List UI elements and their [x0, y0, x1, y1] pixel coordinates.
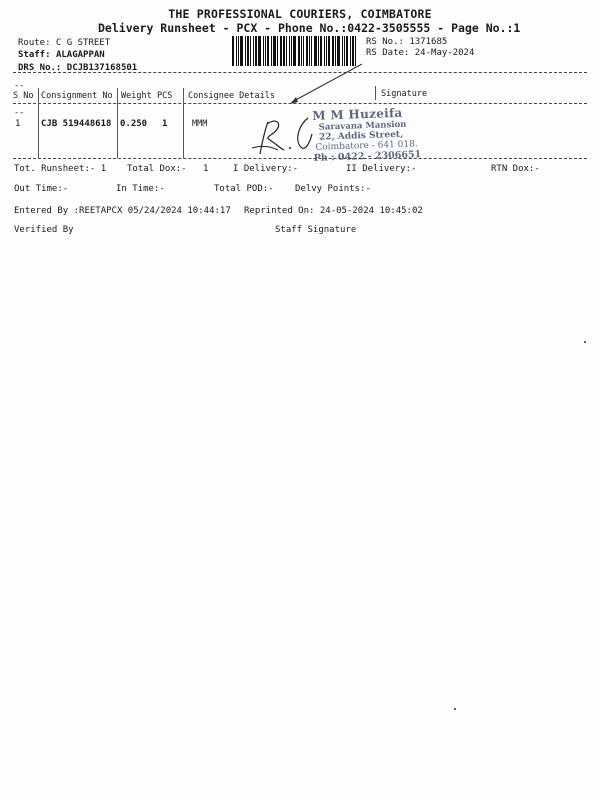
staff-row: [18, 50, 105, 60]
total-dox-value: 1: [203, 164, 209, 174]
company-stamp: [312, 105, 424, 164]
barcode-bar: [265, 36, 266, 66]
stamp-line: Saravana Mansion: [318, 119, 407, 133]
i-delivery: I Delivery:-: [233, 164, 299, 174]
barcode-bar: [255, 36, 257, 66]
runsheet-subtitle: Delivery Runsheet - PCX - Phone No.:0422-3505555 - Page No.:1: [98, 21, 521, 35]
pointer-arrow: [286, 62, 366, 108]
barcode-bar: [277, 36, 278, 66]
stamp-name: M M Huzeifa: [312, 105, 403, 123]
barcode-bar: [247, 36, 249, 66]
barcode-bar: [253, 36, 254, 66]
staff-signature: Staff Signature: [275, 225, 357, 235]
dash-mark: --: [14, 108, 25, 118]
entered-by: Entered By :REETAPCX 05/24/2024 10:44:17: [14, 206, 231, 216]
column-line: [375, 86, 376, 100]
row-pcs: 1: [162, 119, 168, 129]
delvy-points: Delvy Points:-: [295, 184, 371, 194]
drs-label: DRS No.:: [18, 63, 62, 73]
stamp-line: Coimbatore - 641 018.: [315, 139, 418, 153]
barcode-bar: [232, 36, 234, 66]
column-line: [38, 88, 39, 158]
reprinted-on: Reprinted On: 24-05-2024 10:45:02: [244, 206, 423, 216]
ii-delivery: II Delivery:-: [346, 164, 417, 174]
staff-label: Staff:: [18, 50, 51, 60]
rs-number: RS No.: 1371685: [366, 37, 448, 47]
row-consignee: MMM: [192, 119, 208, 129]
row-consignment: CJB 519448618: [41, 119, 112, 129]
barcode-bar: [238, 36, 239, 66]
route-label: Route: C G STREET: [18, 38, 111, 48]
barcode-bar: [258, 36, 261, 66]
col-header-consignee: Consignee Details: [188, 91, 275, 101]
tot-runsheet: Tot. Runsheet:- 1: [14, 164, 107, 174]
speck: [454, 708, 456, 710]
in-time: In Time:-: [116, 184, 165, 194]
col-header-consignment: Consignment No: [41, 91, 113, 101]
column-line: [117, 88, 118, 158]
column-line: [183, 88, 184, 158]
verified-by: Verified By: [14, 225, 74, 235]
barcode-bar: [236, 36, 237, 66]
dash-mark: --: [14, 81, 25, 91]
speck: [584, 341, 586, 343]
col-header-signature: Signature: [381, 89, 428, 99]
rtn-dox: RTN Dox:-: [491, 164, 540, 174]
col-header-pcs: PCS: [157, 91, 173, 101]
total-pod: Total POD:-: [214, 184, 274, 194]
barcode-bar: [263, 36, 264, 66]
drs-number: DCJB137168501: [66, 63, 138, 73]
rs-date: RS Date: 24-May-2024: [366, 48, 475, 58]
stamp-line: Ph : 0422 - 2306651: [313, 149, 422, 164]
barcode-bar: [283, 36, 285, 66]
staff-name: ALAGAPPAN: [55, 50, 105, 60]
barcode-bar: [245, 36, 246, 66]
col-header-sno: S No: [13, 91, 34, 101]
row-sno: 1: [15, 119, 21, 129]
barcode-bar: [271, 36, 272, 66]
barcode-bar: [240, 36, 243, 66]
row-weight: 0.250: [120, 119, 148, 129]
barcode-bar: [280, 36, 282, 66]
company-title: THE PROFESSIONAL COURIERS, COIMBATORE: [168, 7, 432, 21]
col-header-weight: Weight: [121, 91, 152, 101]
divider: [13, 158, 587, 159]
total-dox-label: Total Dox:-: [127, 164, 187, 174]
barcode-bar: [267, 36, 269, 66]
stamp-line: 22, Addis Street,: [318, 129, 404, 143]
barcode-bar: [273, 36, 276, 66]
barcode-bar: [250, 36, 251, 66]
out-time: Out Time:-: [14, 184, 69, 194]
